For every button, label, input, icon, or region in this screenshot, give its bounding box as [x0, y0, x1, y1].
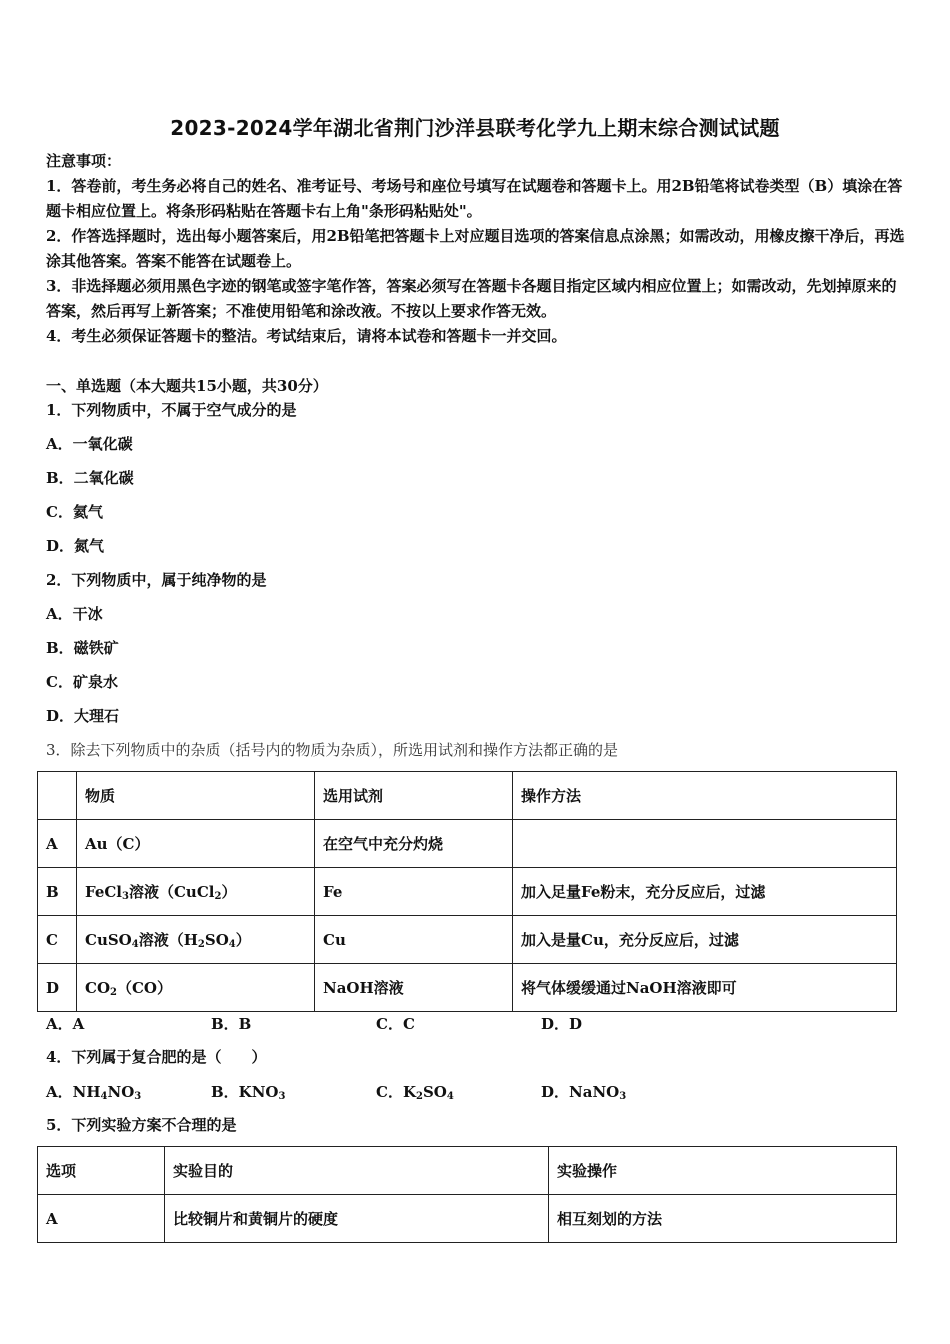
question-3-table [37, 771, 897, 1012]
formula-part: （CO） [116, 979, 172, 997]
table-row [38, 964, 897, 1012]
section-heading: 一、单选题（本大题共15小题，共30分） [46, 377, 328, 395]
formula-part: A．NH [46, 1083, 101, 1101]
notice-heading: 注意事项： [46, 152, 122, 170]
question-5-stem: 5．下列实验方案不合理的是 [46, 1116, 237, 1134]
question-4-options [46, 1081, 706, 1102]
question-3-option-a: A．A [46, 1015, 85, 1033]
formula-part: B．KNO [211, 1083, 279, 1101]
table-cell [77, 868, 315, 916]
formula-part: ） [235, 931, 251, 949]
table-row [38, 916, 897, 964]
table-header-cell: 选项 [38, 1147, 165, 1195]
question-1-option-a: A．一氧化碳 [46, 435, 133, 453]
subscript: 3 [278, 1091, 286, 1102]
question-1-option-b: B．二氧化碳 [46, 469, 134, 487]
formula-part: ） [221, 883, 237, 901]
question-1-option-d: D．氮气 [46, 537, 105, 555]
subscript: 4 [228, 939, 236, 950]
question-2-option-a: A．干冰 [46, 605, 103, 623]
question-2-stem: 2．下列物质中，属于纯净物的是 [46, 571, 267, 589]
question-2-option-b: B．磁铁矿 [46, 639, 119, 657]
subscript: 4 [131, 939, 139, 950]
table-cell: 相互刻划的方法 [549, 1195, 897, 1243]
table-cell: C [38, 916, 77, 964]
table-header-row [38, 1147, 897, 1195]
formula-part: C．K [376, 1083, 416, 1101]
notice-item-3: 3．非选择题必须用黑色字迹的钢笔或签字笔作答，答案必须写在答题卡各题目指定区域内相应位置上；如需改动，先划掉原来的答案，然后再写上新答案；不准使用铅笔和涂改液。不按以上要求作答无效。 [46, 277, 897, 320]
table-cell [77, 916, 315, 964]
formula-part: SO [422, 1083, 447, 1101]
question-2-option-c: C．矿泉水 [46, 673, 118, 691]
table-cell: Fe [315, 868, 513, 916]
subscript: 2 [110, 987, 117, 998]
table-row [38, 1195, 897, 1243]
table-cell: Cu [315, 916, 513, 964]
question-4-option-c [376, 1081, 541, 1102]
page-title: 2023-2024学年湖北省荆门沙洋县联考化学九上期末综合测试试题 [170, 116, 780, 140]
question-1-option-c: C．氦气 [46, 503, 103, 521]
table-cell: 比较铜片和黄铜片的硬度 [165, 1195, 549, 1243]
notice-item-4: 4．考生必须保证答题卡的整洁。考试结束后，请将本试卷和答题卡一并交回。 [46, 327, 567, 345]
table-cell: B [38, 868, 77, 916]
table-header-cell [38, 772, 77, 820]
table-cell: 在空气中充分灼烧 [315, 820, 513, 868]
table-row [38, 868, 897, 916]
formula-part: FeCl [85, 883, 123, 901]
question-3-option-b: B．B [211, 1015, 252, 1033]
notice-item-1: 1．答卷前，考生务必将自己的姓名、准考证号、考场号和座位号填写在试题卷和答题卡上。用2B铅笔将试卷类型（B）填涂在答题卡相应位置上。将条形码粘贴在答题卡右上角"条形码粘贴处"。 [46, 177, 903, 220]
question-4-option-b [211, 1081, 376, 1102]
table-cell: 加入足量Fe粉末，充分反应后，过滤 [513, 868, 897, 916]
question-3-option-d: D．D [541, 1015, 583, 1033]
formula-part: SO [204, 931, 229, 949]
question-4-option-d [541, 1081, 706, 1102]
question-5-table [37, 1146, 897, 1243]
question-3-stem: 3．除去下列物质中的杂质（括号内的物质为杂质），所选用试剂和操作方法都正确的是 [46, 741, 619, 759]
table-cell [513, 820, 897, 868]
table-cell: 加入是量Cu，充分反应后，过滤 [513, 916, 897, 964]
question-2-option-d: D．大理石 [46, 707, 120, 725]
table-header-cell: 物质 [77, 772, 315, 820]
formula-part: D．NaNO [541, 1083, 620, 1101]
table-row [38, 820, 897, 868]
subscript: 3 [619, 1091, 627, 1102]
table-cell: D [38, 964, 77, 1012]
table-header-cell: 实验操作 [549, 1147, 897, 1195]
formula-part: 溶液（CuCl [128, 883, 215, 901]
subscript: 2 [197, 939, 205, 950]
subscript: 4 [100, 1091, 108, 1102]
table-cell: A [38, 820, 77, 868]
table-cell: 将气体缓缓通过NaOH溶液即可 [513, 964, 897, 1012]
subscript: 2 [415, 1091, 423, 1102]
table-cell: NaOH溶液 [315, 964, 513, 1012]
question-4-stem: 4．下列属于复合肥的是（ ） [46, 1048, 267, 1066]
question-1-stem: 1．下列物质中，不属于空气成分的是 [46, 401, 297, 419]
question-4-option-a [46, 1081, 211, 1102]
table-cell: Au（C） [77, 820, 315, 868]
subscript: 3 [122, 891, 129, 902]
formula-part: NO [107, 1083, 135, 1101]
question-3-option-c: C．C [376, 1015, 415, 1033]
table-cell [77, 964, 315, 1012]
table-header-cell: 实验目的 [165, 1147, 549, 1195]
table-header-row [38, 772, 897, 820]
notice-item-2: 2．作答选择题时，选出每小题答案后，用2B铅笔把答题卡上对应题目选项的答案信息点涂黑；如需改动，用橡皮擦干净后，再选涂其他答案。答案不能答在试题卷上。 [46, 227, 905, 270]
subscript: 2 [214, 891, 222, 902]
table-header-cell: 操作方法 [513, 772, 897, 820]
subscript: 4 [446, 1091, 454, 1102]
table-cell: A [38, 1195, 165, 1243]
subscript: 3 [134, 1091, 142, 1102]
formula-part: CO [85, 979, 111, 997]
table-header-cell: 选用试剂 [315, 772, 513, 820]
question-3-options [46, 1013, 706, 1034]
formula-part: CuSO [85, 931, 132, 949]
formula-part: 溶液（H [138, 931, 198, 949]
